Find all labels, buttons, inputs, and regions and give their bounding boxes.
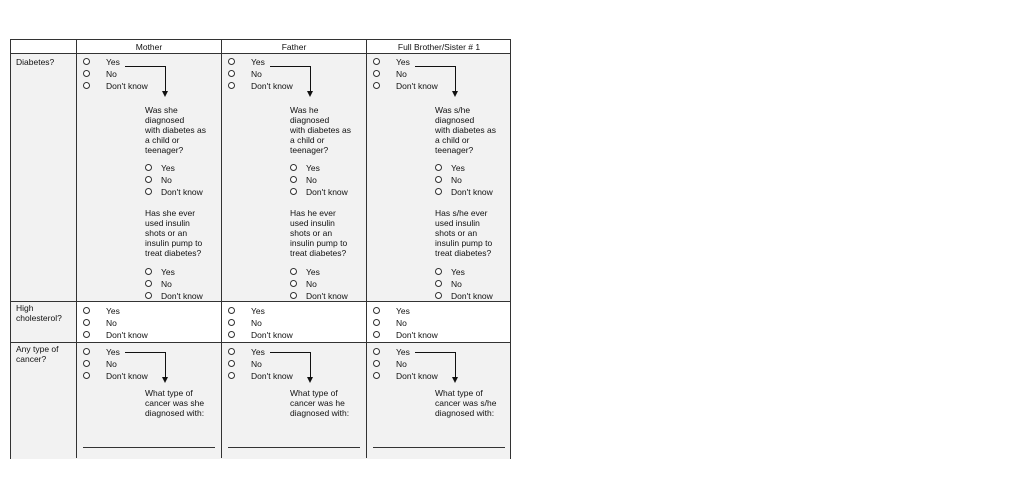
arrow-head-icon	[307, 91, 313, 97]
radio-button[interactable]	[228, 331, 235, 338]
column-divider	[221, 40, 222, 458]
radio-button[interactable]	[83, 82, 90, 89]
option-label: Don't know	[251, 371, 293, 381]
radio-button[interactable]	[373, 360, 380, 367]
option-label: No	[306, 279, 317, 289]
radio-button[interactable]	[290, 268, 297, 275]
radio-button[interactable]	[83, 348, 90, 355]
question-diabetes-child: Was he diagnosed with diabetes as a child or teenager?	[290, 105, 351, 155]
radio-button[interactable]	[373, 58, 380, 65]
row-divider	[11, 342, 510, 343]
radio-button[interactable]	[145, 164, 152, 171]
radio-button[interactable]	[290, 188, 297, 195]
question-insulin: Has s/he ever used insulin shots or an insulin pump to treat diabetes?	[435, 208, 493, 258]
cancer-type-input-line[interactable]	[83, 447, 215, 448]
arrow-icon	[165, 352, 166, 377]
arrow-head-icon	[452, 377, 458, 383]
row-label-diabetes: Diabetes?	[16, 57, 55, 67]
arrow-icon	[415, 66, 455, 67]
header-divider	[11, 53, 510, 54]
radio-button[interactable]	[145, 292, 152, 299]
option-label: Yes	[251, 347, 265, 357]
radio-button[interactable]	[228, 372, 235, 379]
radio-button[interactable]	[290, 176, 297, 183]
radio-button[interactable]	[228, 319, 235, 326]
radio-button[interactable]	[83, 319, 90, 326]
radio-button[interactable]	[83, 360, 90, 367]
option-label: No	[161, 279, 172, 289]
option-label: Don't know	[396, 371, 438, 381]
radio-button[interactable]	[373, 348, 380, 355]
arrow-head-icon	[162, 377, 168, 383]
option-label: Yes	[251, 306, 265, 316]
option-label: No	[396, 318, 407, 328]
cancer-type-input-line[interactable]	[373, 447, 505, 448]
option-label: Yes	[396, 347, 410, 357]
row-label-cancer: Any type of cancer?	[16, 344, 59, 364]
option-label: Don't know	[396, 81, 438, 91]
option-label: Don't know	[106, 371, 148, 381]
arrow-icon	[270, 352, 310, 353]
option-label: Don't know	[251, 81, 293, 91]
radio-button[interactable]	[83, 372, 90, 379]
option-label: Yes	[251, 57, 265, 67]
arrow-icon	[270, 66, 310, 67]
option-label: Don't know	[396, 330, 438, 340]
option-label: Yes	[451, 163, 465, 173]
option-label: Don't know	[451, 291, 493, 301]
row-label-cholesterol: High cholesterol?	[16, 303, 62, 323]
radio-button[interactable]	[290, 280, 297, 287]
radio-button[interactable]	[228, 70, 235, 77]
family-history-form	[10, 39, 511, 459]
option-label: No	[106, 359, 117, 369]
option-label: Yes	[106, 347, 120, 357]
radio-button[interactable]	[228, 348, 235, 355]
question-cancer-type: What type of cancer was she diagnosed with:	[145, 388, 205, 418]
radio-button[interactable]	[228, 307, 235, 314]
option-label: Yes	[161, 163, 175, 173]
option-label: No	[251, 69, 262, 79]
option-label: Don't know	[161, 291, 203, 301]
option-label: Yes	[306, 163, 320, 173]
option-label: Yes	[106, 57, 120, 67]
radio-button[interactable]	[228, 58, 235, 65]
question-cancer-type: What type of cancer was he diagnosed with:	[290, 388, 350, 418]
option-label: Yes	[396, 306, 410, 316]
option-label: Don't know	[251, 330, 293, 340]
option-label: Don't know	[106, 330, 148, 340]
option-label: Yes	[451, 267, 465, 277]
radio-button[interactable]	[145, 188, 152, 195]
option-label: No	[396, 69, 407, 79]
option-label: Don't know	[106, 81, 148, 91]
radio-button[interactable]	[373, 319, 380, 326]
option-label: Yes	[396, 57, 410, 67]
arrow-icon	[455, 66, 456, 91]
radio-button[interactable]	[145, 176, 152, 183]
column-divider	[76, 40, 77, 458]
option-label: Don't know	[306, 187, 348, 197]
arrow-head-icon	[162, 91, 168, 97]
option-label: Don't know	[306, 291, 348, 301]
option-label: No	[106, 69, 117, 79]
radio-button[interactable]	[373, 307, 380, 314]
option-label: No	[161, 175, 172, 185]
radio-button[interactable]	[228, 360, 235, 367]
radio-button[interactable]	[83, 331, 90, 338]
radio-button[interactable]	[373, 82, 380, 89]
radio-button[interactable]	[83, 307, 90, 314]
radio-button[interactable]	[145, 268, 152, 275]
arrow-icon	[310, 352, 311, 377]
question-cancer-type: What type of cancer was s/he diagnosed with:	[435, 388, 497, 418]
arrow-icon	[125, 352, 165, 353]
radio-button[interactable]	[373, 70, 380, 77]
arrow-head-icon	[307, 377, 313, 383]
arrow-icon	[125, 66, 165, 67]
radio-button[interactable]	[435, 280, 442, 287]
question-insulin: Has he ever used insulin shots or an insulin pump to treat diabetes?	[290, 208, 348, 258]
radio-button[interactable]	[290, 164, 297, 171]
column-header-sibling: Full Brother/Sister # 1	[397, 42, 481, 52]
arrow-icon	[415, 352, 455, 353]
option-label: No	[251, 318, 262, 328]
question-diabetes-child: Was s/he diagnosed with diabetes as a child or teenager?	[435, 105, 496, 155]
radio-button[interactable]	[290, 292, 297, 299]
radio-button[interactable]	[83, 70, 90, 77]
radio-button[interactable]	[373, 331, 380, 338]
radio-button[interactable]	[435, 164, 442, 171]
option-label: No	[451, 175, 462, 185]
column-header-father: Father	[281, 42, 307, 52]
option-label: Don't know	[161, 187, 203, 197]
question-insulin: Has she ever used insulin shots or an insulin pump to treat diabetes?	[145, 208, 203, 258]
option-label: No	[106, 318, 117, 328]
radio-button[interactable]	[435, 292, 442, 299]
radio-button[interactable]	[228, 82, 235, 89]
column-divider	[366, 40, 367, 458]
option-label: Yes	[306, 267, 320, 277]
arrow-head-icon	[452, 91, 458, 97]
cancer-type-input-line[interactable]	[228, 447, 360, 448]
radio-button[interactable]	[435, 268, 442, 275]
question-diabetes-child: Was she diagnosed with diabetes as a child or teenager?	[145, 105, 206, 155]
arrow-icon	[455, 352, 456, 377]
option-label: No	[251, 359, 262, 369]
radio-button[interactable]	[145, 280, 152, 287]
radio-button[interactable]	[373, 372, 380, 379]
option-label: No	[451, 279, 462, 289]
option-label: Yes	[106, 306, 120, 316]
radio-button[interactable]	[83, 58, 90, 65]
option-label: Don't know	[451, 187, 493, 197]
column-header-mother: Mother	[135, 42, 163, 52]
option-label: No	[396, 359, 407, 369]
arrow-icon	[310, 66, 311, 91]
radio-button[interactable]	[435, 188, 442, 195]
arrow-icon	[165, 66, 166, 91]
radio-button[interactable]	[435, 176, 442, 183]
row-divider	[11, 301, 510, 302]
option-label: Yes	[161, 267, 175, 277]
option-label: No	[306, 175, 317, 185]
